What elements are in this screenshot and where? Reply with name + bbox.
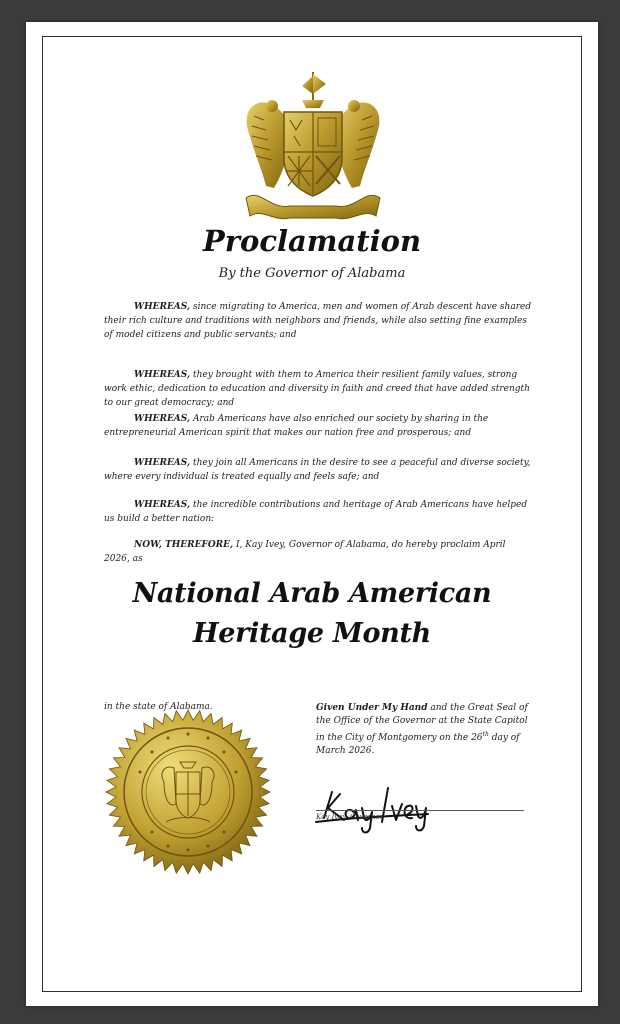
given-under-hand-text bbox=[316, 702, 530, 758]
paragraph-lead: WHEREAS, bbox=[134, 302, 191, 312]
whereas-paragraph bbox=[104, 368, 534, 410]
paragraph-text: they join all Americans in the desire to see a peaceful and diverse society, where every individual is treated equally and feels safe; and bbox=[104, 458, 531, 482]
paragraph-text: Arab Americans have also enriched our society by sharing in the entrepreneurial American spirit that makes our nation free and prosperous; and bbox=[104, 414, 489, 438]
given-text-part-2: day of March 2026. bbox=[316, 733, 520, 756]
given-superscript: th bbox=[482, 731, 489, 738]
great-seal-icon bbox=[104, 708, 272, 876]
proclamation-document bbox=[26, 22, 598, 1006]
proclamation-heading-line-2: Heritage Month bbox=[192, 618, 432, 649]
paragraph-text: I, Kay Ivey, Governor of Alabama, do hereby proclaim April 2026, as bbox=[104, 540, 506, 564]
therefore-paragraph bbox=[104, 538, 534, 566]
given-text-part-1: and the Great Seal of the Office of the Governor at the State Capitol in the City of Montgomery on the 26 bbox=[316, 703, 528, 743]
signature-caption: Kay Ivey, Governor bbox=[316, 813, 384, 821]
whereas-paragraph bbox=[104, 498, 534, 526]
document-subtitle: By the Governor of Alabama bbox=[218, 266, 406, 281]
whereas-paragraph bbox=[104, 300, 534, 342]
paragraph-text: the incredible contributions and heritage of Arab Americans have helped us build a better nation: bbox=[104, 500, 528, 524]
paragraph-lead: NOW, THEREFORE, bbox=[134, 540, 234, 550]
paragraph-text: they brought with them to America their resilient family values, strong work ethic, dedication to education and diversity in faith and creed that have added strength to our great democracy; and bbox=[104, 370, 530, 408]
paragraph-lead: WHEREAS, bbox=[134, 500, 191, 510]
given-lead: Given Under My Hand bbox=[316, 703, 428, 713]
state-line: in the state of Alabama. bbox=[104, 702, 213, 712]
paragraph-lead: WHEREAS, bbox=[134, 458, 191, 468]
paragraph-lead: WHEREAS, bbox=[134, 414, 191, 424]
paragraph-text: since migrating to America, men and women of Arab descent have shared their rich culture and traditions with neighbors and friends, while also setting fine examples of model citizens and public servants; and bbox=[104, 302, 532, 340]
alabama-coat-of-arms bbox=[240, 60, 386, 230]
proclamation-heading-line-1: National Arab American bbox=[132, 578, 492, 609]
whereas-paragraph bbox=[104, 412, 534, 440]
governor-signature bbox=[310, 778, 440, 836]
signature-line bbox=[316, 810, 524, 811]
whereas-paragraph bbox=[104, 456, 534, 484]
document-title: Proclamation bbox=[202, 224, 422, 258]
paragraph-lead: WHEREAS, bbox=[134, 370, 191, 380]
